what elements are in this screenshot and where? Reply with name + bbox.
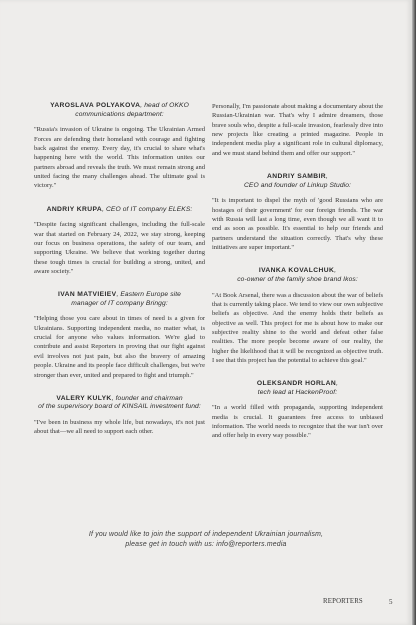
person-role: , bbox=[336, 380, 339, 388]
testimonial-quote: "In a world filled with propaganda, supporting independent media is crucial. It guarantees free access to unbiased information. The world needs to recognize that the war isn't over and offer help in every way possible." bbox=[212, 404, 383, 440]
person-role: , founder and chairman bbox=[111, 394, 183, 402]
testimonial-header bbox=[34, 102, 205, 119]
testimonial-header bbox=[34, 395, 205, 412]
person-role-continued: manager of IT company Bringg: bbox=[71, 299, 168, 307]
person-name: ANDRIY KRUPA bbox=[46, 205, 103, 213]
testimonial-quote: "Russia's invasion of Ukraine is ongoing. The Ukrainian Armed Forces are defending their homeland with courage and fighting back against the enemy. Every day, it's crucial to share what's happening here with the world. This information unites our partners abroad and reveals the truth. We must remain strong and united facing the many challenges ahead. The ultimate goal is victory." bbox=[34, 126, 205, 190]
support-call-to-action bbox=[40, 530, 372, 550]
person-name: YAROSLAVA POLYAKOVA bbox=[50, 102, 141, 109]
testimonial bbox=[212, 173, 383, 252]
testimonial-quote: "Despite facing significant challenges, including the full-scale war that started on February 24, 2022, we stay strong, keeping our focus on business operations, the safety of our team, and supporting Ukraine. We believe that working together during these tough times is crucial for building a strong, united, and aware society." bbox=[34, 221, 205, 275]
testimonial-header bbox=[212, 173, 383, 190]
testimonial-header bbox=[34, 206, 205, 215]
person-role: , CEO of IT company ELEKS: bbox=[102, 205, 193, 213]
cta-line-prefix: please get in touch with us: bbox=[125, 541, 217, 549]
testimonial bbox=[34, 291, 205, 380]
testimonial bbox=[212, 267, 383, 365]
testimonial-quote: "It is important to dispel the myth of 'good Russians who are hostages of their government' for our foreign friends. The war with Russia will last a long time, even though we all want it to end as soon as possible. It's essential to help our friends and partners understand the situation correctly. That's why these initiatives are super important." bbox=[212, 197, 383, 251]
contact-email-link[interactable]: info@reporters.media bbox=[216, 541, 287, 549]
right-column bbox=[212, 102, 383, 456]
person-name: OLEKSANDR HORLAN bbox=[256, 380, 337, 388]
person-role: , bbox=[325, 173, 328, 181]
cta-line: If you would like to join the support of independent Ukrainian journalism, bbox=[88, 531, 324, 538]
person-name: IVANKA KOVALCHUK bbox=[258, 267, 335, 275]
testimonial-header bbox=[34, 291, 205, 308]
testimonial bbox=[34, 102, 205, 191]
person-role: , head of OKKO bbox=[140, 102, 189, 109]
testimonial bbox=[34, 395, 205, 437]
person-role-continued: communications department: bbox=[75, 110, 164, 118]
person-role-continued: of the supervisory board of KINSAIL investment fund: bbox=[38, 403, 201, 411]
person-role: , bbox=[334, 267, 337, 275]
person-role-continued: CEO and founder of Linkup Studio: bbox=[243, 181, 352, 189]
publication-name: REPORTERS bbox=[323, 598, 363, 605]
testimonial-header bbox=[212, 380, 383, 397]
testimonial bbox=[34, 206, 205, 277]
testimonial-quote: "Helping those you care about in times of need is a given for Ukrainians. Supporting independent media, no matter what, is crucial for anyone who values information. We're glad to contribute and assist Reporters in proving that our fight against evil involves not just pain, but also the bravery of amazing people. Ukraine and its people face difficult challenges, but we're stronger than ever, united and prepared to fight and triumph." bbox=[34, 315, 205, 379]
left-column bbox=[34, 102, 205, 452]
testimonial-continuation bbox=[212, 102, 383, 158]
page-number: 5 bbox=[389, 598, 393, 606]
page-edge-shadow bbox=[412, 0, 416, 625]
testimonial-quote: "At Book Arsenal, there was a discussion about the war of beliefs that is currently taking place. We tend to view our own subjective beliefs as objective. And the enemy holds their beliefs as objective as well. This project for me is about how to make our subjective reality shine to the world and defeat other false realities. The more people become aware of our reality, the higher the likelihood that it will be recognized as objective truth. I see that this project has the potential to achieve this goal." bbox=[212, 291, 383, 364]
person-name: VALERY KULYK bbox=[56, 394, 112, 402]
testimonial bbox=[212, 380, 383, 441]
person-role: , Eastern Europe site bbox=[116, 291, 182, 299]
person-role-continued: tech lead at HackenProof: bbox=[257, 388, 338, 396]
person-role-continued: co-owner of the family shoe brand Ikos: bbox=[237, 275, 358, 283]
testimonial-quote: "I've been in business my whole life, but nowadays, it's not just about that—we all need to support each other. bbox=[34, 419, 205, 436]
person-name: ANDRIY SAMBIR bbox=[267, 173, 326, 181]
testimonial-quote: Personally, I'm passionate about making a documentary about the Russian-Ukrainian war. That's why I admire dreamers, those brave souls who, despite a full-scale invasion, fearlessly dive into new projects like creating a printed magazine. People in independent media play a significant role in cultural diplomacy, and we must stand behind them and offer our support." bbox=[212, 103, 383, 157]
testimonial-header bbox=[212, 267, 383, 284]
person-name: IVAN MATVIEIEV bbox=[57, 291, 117, 299]
